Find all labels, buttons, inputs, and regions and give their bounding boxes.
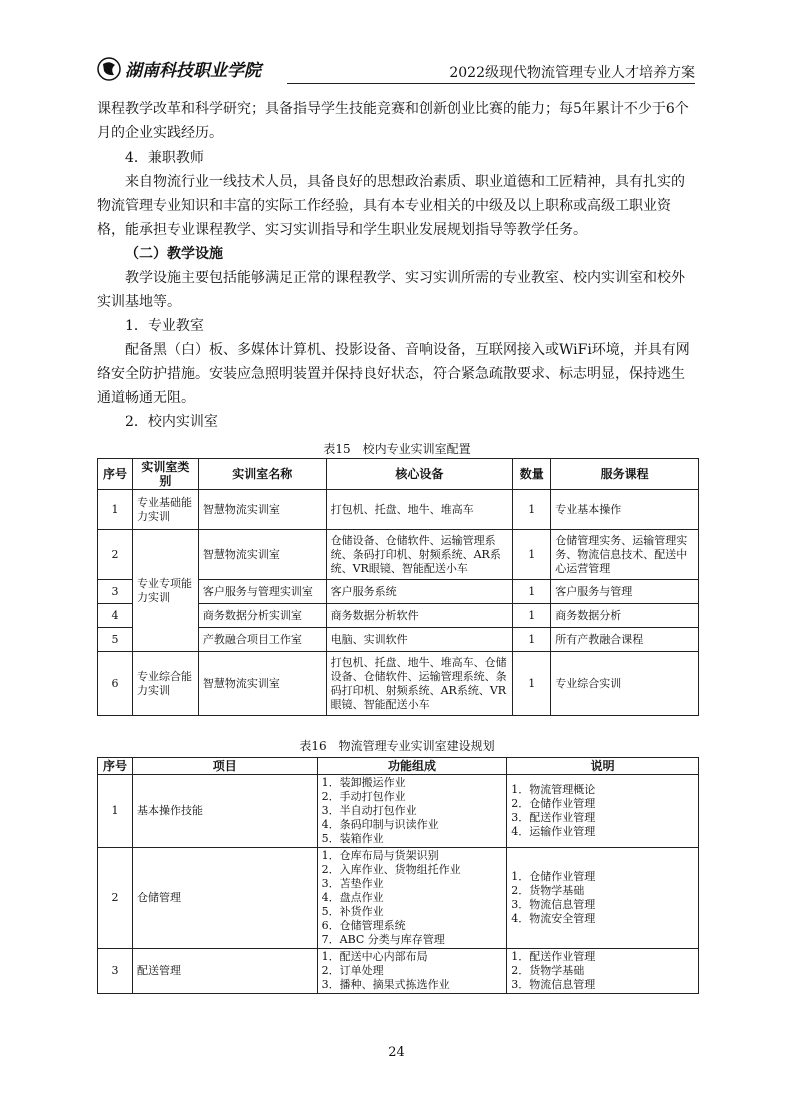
cell-qty: 1 xyxy=(513,580,551,604)
paragraph-continued: 课程教学改革和科学研究；具备指导学生技能竞赛和创新创业比赛的能力；每5年累计不少于6个月的企业实践经历。 xyxy=(97,101,689,141)
cell-notes xyxy=(507,775,699,848)
page-number: 24 xyxy=(388,1045,405,1060)
table15-header: 核心设备 xyxy=(326,459,513,490)
table16-header: 项目 xyxy=(132,758,317,775)
list-item: 4．条码印制与识读作业 xyxy=(321,818,439,831)
cell-notes xyxy=(507,848,699,949)
cell-course: 仓储管理实务、运输管理实务、物流信息技术、配送中心运营管理 xyxy=(551,530,699,580)
list-item: 5．补货作业 xyxy=(321,905,384,918)
section-heading-facilities: （二）教学设施 xyxy=(125,246,223,262)
header-rule xyxy=(287,83,695,84)
cell-course: 客户服务与管理 xyxy=(551,580,699,604)
cell-no: 6 xyxy=(98,652,133,716)
list-item: 4．物流安全管理 xyxy=(511,912,596,925)
cell-item: 配送管理 xyxy=(132,949,317,994)
cell-course: 专业综合实训 xyxy=(551,652,699,716)
document-title: 2022级现代物流管理专业人才培养方案 xyxy=(449,65,695,81)
cell-equipment: 仓储设备、仓储软件、运输管理系统、条码打印机、射频系统、AR系统、VR眼镜、智能配送小车 xyxy=(326,530,513,580)
cell-lab-name: 产教融合项目工作室 xyxy=(198,628,326,652)
cell-functions xyxy=(317,848,507,949)
table16-caption: 表16 物流管理专业实训室建设规划 xyxy=(299,739,495,753)
page-header xyxy=(97,54,695,84)
table15-header: 服务课程 xyxy=(551,459,699,490)
table16-header: 功能组成 xyxy=(317,758,507,775)
cell-no: 2 xyxy=(98,530,133,580)
table15-header: 序号 xyxy=(98,459,133,490)
list-item: 1．仓库布局与货架识别 xyxy=(321,849,439,862)
cell-lab-name: 商务数据分析实训室 xyxy=(198,604,326,628)
cell-qty: 1 xyxy=(513,628,551,652)
table16-header: 序号 xyxy=(98,758,133,775)
table-row xyxy=(98,775,699,848)
list-item: 1．装卸搬运作业 xyxy=(321,776,406,789)
cell-equipment: 打包机、托盘、地牛、堆高车、仓储设备、仓储软件、运输管理系统、条码打印机、射频系统、AR系统、VR眼镜、智能配送小车 xyxy=(326,652,513,716)
list-item: 3．苫垫作业 xyxy=(321,877,384,890)
cell-lab-name: 智慧物流实训室 xyxy=(198,530,326,580)
section-heading-lab: 2．校内实训室 xyxy=(125,414,218,430)
cell-notes xyxy=(507,949,699,994)
cell-no: 3 xyxy=(98,949,133,994)
cell-qty: 1 xyxy=(513,530,551,580)
cell-no: 2 xyxy=(98,848,133,949)
table-row xyxy=(98,490,699,530)
school-logo xyxy=(97,56,287,82)
list-item: 3．物流信息管理 xyxy=(511,898,596,911)
cell-equipment: 商务数据分析软件 xyxy=(326,604,513,628)
cell-lab-name: 智慧物流实训室 xyxy=(198,652,326,716)
cell-no: 1 xyxy=(98,775,133,848)
cell-no: 4 xyxy=(98,604,133,628)
list-item: 3．配送作业管理 xyxy=(511,811,596,824)
table15-header: 数量 xyxy=(513,459,551,490)
list-item: 1．配送作业管理 xyxy=(511,950,596,963)
cell-equipment: 客户服务系统 xyxy=(326,580,513,604)
table-row xyxy=(98,949,699,994)
cell-equipment: 打包机、托盘、地牛、堆高车 xyxy=(326,490,513,530)
list-item: 1．仓储作业管理 xyxy=(511,870,596,883)
list-item: 1．物流管理概论 xyxy=(511,783,596,796)
cell-no: 3 xyxy=(98,580,133,604)
list-item: 2．订单处理 xyxy=(321,964,384,977)
list-item: 4．盘点作业 xyxy=(321,891,384,904)
table15-header: 实训室名称 xyxy=(198,459,326,490)
table-row xyxy=(98,848,699,949)
table15-header-row xyxy=(98,459,699,490)
table16-header: 说明 xyxy=(507,758,699,775)
cell-course: 所有产教融合课程 xyxy=(551,628,699,652)
cell-equipment: 电脑、实训软件 xyxy=(326,628,513,652)
list-item: 4．运输作业管理 xyxy=(511,825,596,838)
cell-course: 专业基本操作 xyxy=(551,490,699,530)
table15-caption: 表15 校内专业实训室配置 xyxy=(323,442,471,456)
list-item: 2．货物学基础 xyxy=(511,964,585,977)
list-item: 1．配送中心内部布局 xyxy=(321,950,428,963)
list-item: 2．仓储作业管理 xyxy=(511,797,596,810)
list-item: 3．物流信息管理 xyxy=(511,978,596,991)
table15 xyxy=(97,458,699,716)
list-item: 2．货物学基础 xyxy=(511,884,585,897)
list-item: 2．入库作业、货物组托作业 xyxy=(321,863,461,876)
cell-item: 基本操作技能 xyxy=(132,775,317,848)
cell-lab-name: 客户服务与管理实训室 xyxy=(198,580,326,604)
paragraph-classroom: 配备黑（白）板、多媒体计算机、投影设备、音响设备，互联网接入或WiFi环境，并具有网络安全防护措施。安装应急照明装置并保持良好状态，符合紧急疏散要求、标志明显，保持逃生通道畅通无阻。 xyxy=(97,342,690,406)
list-item: 3．半自动打包作业 xyxy=(321,804,417,817)
cell-category: 专业专项能力实训 xyxy=(132,530,198,652)
cell-category: 专业基础能力实训 xyxy=(132,490,198,530)
list-item: 6．仓储管理系统 xyxy=(321,919,406,932)
section-heading-classroom: 1．专业教室 xyxy=(125,318,204,334)
cell-no: 1 xyxy=(98,490,133,530)
cell-functions xyxy=(317,775,507,848)
table15-header: 实训室类别 xyxy=(132,459,198,490)
cell-course: 商务数据分析 xyxy=(551,604,699,628)
cell-item: 仓储管理 xyxy=(132,848,317,949)
cell-qty: 1 xyxy=(513,604,551,628)
table-row xyxy=(98,652,699,716)
list-item: 5．装箱作业 xyxy=(321,832,384,845)
list-item: 3．播种、摘果式拣选作业 xyxy=(321,978,450,991)
table16-header-row xyxy=(98,758,699,775)
table16 xyxy=(97,757,699,994)
list-item: 2．手动打包作业 xyxy=(321,790,406,803)
paragraph-part-time-teachers: 来自物流行业一线技术人员，具备良好的思想政治素质、职业道德和工匠精神，具有扎实的物流管理专业知识和丰富的实际工作经验，具有本专业相关的中级及以上职称或高级工职业资格，能承担专业课程教学、实习实训指导和学生职业发展规划指导等教学任务。 xyxy=(97,174,685,238)
section-heading-part-time-teachers: 4．兼职教师 xyxy=(125,150,204,166)
cell-category: 专业综合能力实训 xyxy=(132,652,198,716)
list-item: 7．ABC 分类与库存管理 xyxy=(321,933,445,946)
paragraph-facilities: 教学设施主要包括能够满足正常的课程教学、实习实训所需的专业教室、校内实训室和校外实训基地等。 xyxy=(97,270,685,310)
table-row xyxy=(98,530,699,580)
cell-functions xyxy=(317,949,507,994)
cell-qty: 1 xyxy=(513,490,551,530)
logo-lettering: 湖南科技职业学院 xyxy=(125,61,261,81)
cell-qty: 1 xyxy=(513,652,551,716)
cell-no: 5 xyxy=(98,628,133,652)
cell-lab-name: 智慧物流实训室 xyxy=(198,490,326,530)
